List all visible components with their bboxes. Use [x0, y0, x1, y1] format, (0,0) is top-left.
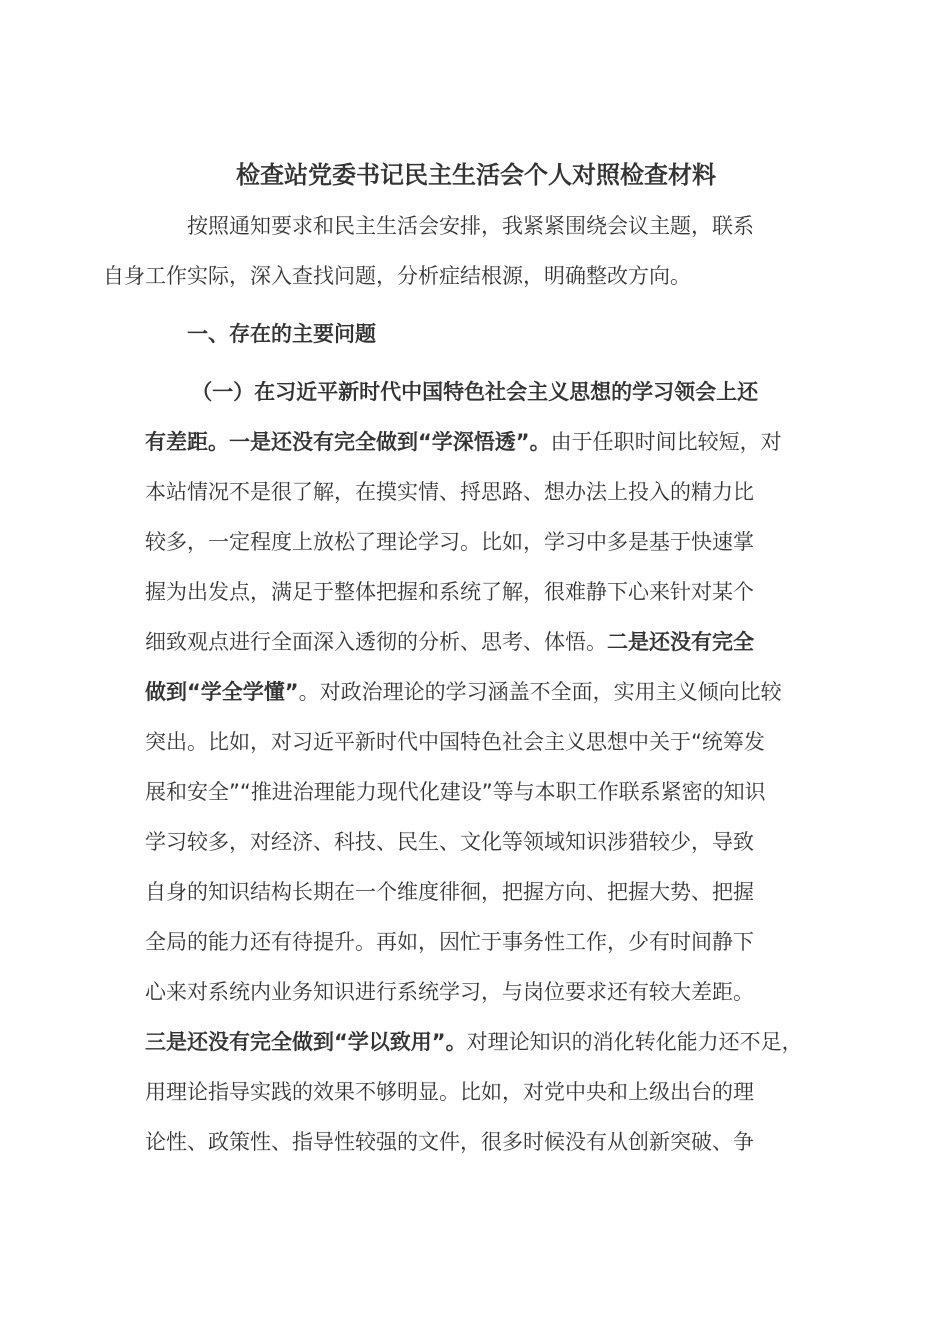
- body-line: 论性、政策性、指导性较强的文件，很多时候没有从创新突破、争: [145, 1130, 754, 1154]
- section-heading: 一、存在的主要问题: [187, 322, 376, 346]
- body-line: [145, 667, 807, 717]
- body-line: 展和安全”“推进治理能力现代化建设”等与本职工作联系紧密的知识: [145, 780, 766, 804]
- text-run: 由于任职时间比较短，对: [550, 430, 782, 454]
- body-line: [145, 417, 807, 467]
- body-line: 全局的能力还有待提升。再如，因忙于事务性工作，少有时间静下: [145, 930, 754, 954]
- body-line: 用理论指导实践的效果不够明显。比如，对党中央和上级出台的理: [145, 1080, 754, 1104]
- body-line: 握为出发点，满足于整体把握和系统了解，很难静下心来针对某个: [145, 580, 754, 604]
- document-page: [103, 150, 807, 1167]
- bold-run: 三是还没有完全做到“学以致用”。: [145, 1030, 467, 1054]
- body-line: 本站情况不是很了解，在摸实情、捋思路、想办法上投入的精力比: [145, 480, 754, 504]
- body-line: 学习较多，对经济、科技、民生、文化等领域知识涉猎较少，导致: [145, 830, 754, 854]
- text-run: 对理论知识的消化转化能力还不足，: [466, 1030, 803, 1054]
- intro-line-1: 按照通知要求和民主生活会安排，我紧紧围绕会议主题，联系: [187, 214, 754, 238]
- body-line: [145, 617, 807, 667]
- body-line: [145, 1017, 807, 1067]
- body-line: 较多，一定程度上放松了理论学习。比如，学习中多是基于快速掌: [145, 530, 754, 554]
- body-line: （一）在习近平新时代中国特色社会主义思想的学习领会上还: [191, 380, 759, 404]
- text-run: 。对政治理论的学习涵盖不全面，实用主义倾向比较: [298, 680, 782, 704]
- bold-run: 有差距。一是还没有完全做到“学深悟透”。: [145, 430, 551, 454]
- bold-run: 二是还没有完全: [607, 630, 754, 654]
- text-run: 细致观点进行全面深入透彻的分析、思考、体悟。: [145, 630, 607, 654]
- body-paragraph: [145, 367, 807, 1167]
- bold-run: 做到“学全学懂”: [145, 680, 299, 704]
- document-title: 检查站党委书记民主生活会个人对照检查材料: [236, 161, 716, 189]
- intro-paragraph: [103, 201, 807, 301]
- body-line: 心来对系统内业务知识进行系统学习，与岗位要求还有较大差距。: [145, 980, 754, 1004]
- body-line: 自身的知识结构长期在一个维度徘徊，把握方向、把握大势、把握: [145, 880, 754, 904]
- body-line: 突出。比如，对习近平新时代中国特色社会主义思想中关于“统筹发: [145, 730, 765, 754]
- intro-line-2: 自身工作实际，深入查找问题，分析症结根源，明确整改方向。: [103, 264, 691, 288]
